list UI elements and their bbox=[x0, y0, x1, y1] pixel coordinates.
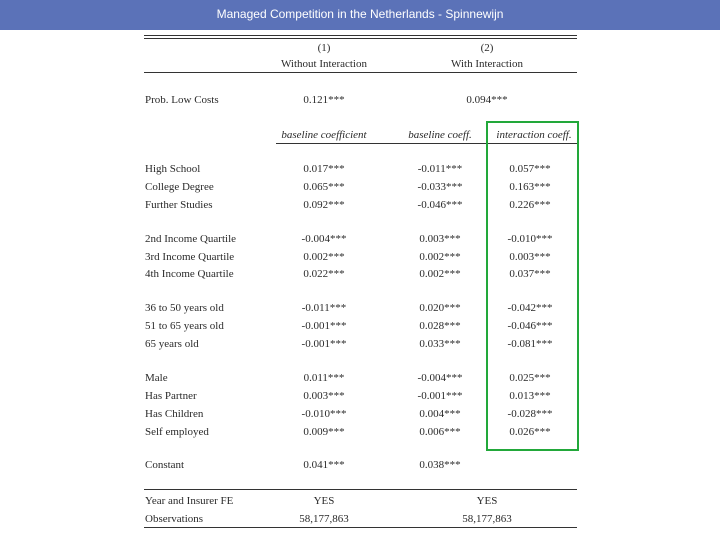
top-rule-double bbox=[144, 38, 577, 39]
cell-c3: -0.042*** bbox=[507, 302, 553, 314]
row-label: Has Children bbox=[145, 408, 204, 420]
row-label: High School bbox=[145, 163, 201, 175]
row-label-obs: Observations bbox=[145, 513, 204, 525]
cell-c2: 0.028*** bbox=[419, 320, 461, 332]
cell-c3: 0.037*** bbox=[509, 268, 551, 280]
cell-c1: 0.017*** bbox=[303, 163, 345, 175]
cell-c3: -0.010*** bbox=[507, 233, 553, 245]
col1-number: (1) bbox=[317, 42, 331, 54]
fe-c2: YES bbox=[476, 495, 498, 507]
row-label: 65 years old bbox=[145, 338, 199, 350]
cell-c2: 0.033*** bbox=[419, 338, 461, 350]
cell-c2: -0.033*** bbox=[417, 181, 463, 193]
cell-c2: -0.046*** bbox=[417, 199, 463, 211]
row-label-fe: Year and Insurer FE bbox=[145, 495, 234, 507]
row-label-constant: Constant bbox=[145, 459, 185, 471]
row-label: 2nd Income Quartile bbox=[145, 233, 237, 245]
cell-c1: 0.092*** bbox=[303, 199, 345, 211]
row-label: 4th Income Quartile bbox=[145, 268, 234, 280]
cell-c3: 0.163*** bbox=[509, 181, 551, 193]
slide-title: Managed Competition in the Netherlands - Spinnewijn bbox=[216, 7, 504, 21]
cell-c2: -0.001*** bbox=[417, 390, 463, 402]
cell-c2: -0.004*** bbox=[417, 372, 463, 384]
cell-c3: 0.026*** bbox=[509, 426, 551, 438]
row-label-prob: Prob. Low Costs bbox=[145, 94, 219, 106]
row-label: 51 to 65 years old bbox=[145, 320, 224, 332]
header-rule bbox=[144, 72, 577, 73]
cell-c1: 0.022*** bbox=[303, 268, 345, 280]
subheader-c3: interaction coeff. bbox=[496, 129, 572, 141]
cell-c3: 0.013*** bbox=[509, 390, 551, 402]
cell-c1: -0.004*** bbox=[301, 233, 347, 245]
cell-c1: 0.009*** bbox=[303, 426, 345, 438]
cell-c1: 0.002*** bbox=[303, 251, 345, 263]
cell-c1: 0.065*** bbox=[303, 181, 345, 193]
row-label: Has Partner bbox=[145, 390, 197, 402]
constant-c1: 0.041*** bbox=[303, 459, 345, 471]
cell-c1: -0.001*** bbox=[301, 338, 347, 350]
top-rule bbox=[144, 35, 577, 36]
cell-c2: 0.004*** bbox=[419, 408, 461, 420]
col1-title: Without Interaction bbox=[280, 58, 367, 70]
row-label: College Degree bbox=[145, 181, 214, 193]
subheader-c2: baseline coeff. bbox=[408, 129, 472, 141]
row-label: Self employed bbox=[145, 426, 209, 438]
row-label: 36 to 50 years old bbox=[145, 302, 224, 314]
cell-c3: 0.226*** bbox=[509, 199, 551, 211]
col2-title: With Interaction bbox=[451, 58, 523, 70]
cell-c2: 0.002*** bbox=[419, 268, 461, 280]
cell-c2: 0.006*** bbox=[419, 426, 461, 438]
cell-c3: 0.003*** bbox=[509, 251, 551, 263]
cell-c1: -0.001*** bbox=[301, 320, 347, 332]
cell-c3: -0.046*** bbox=[507, 320, 553, 332]
fe-rule bbox=[144, 489, 577, 490]
row-label: Further Studies bbox=[145, 199, 213, 211]
cell-c3: 0.025*** bbox=[509, 372, 551, 384]
cell-c1: 0.011*** bbox=[303, 372, 345, 384]
cell-c2: 0.002*** bbox=[419, 251, 461, 263]
cell-c2: 0.003*** bbox=[419, 233, 461, 245]
cell-c3: -0.028*** bbox=[507, 408, 553, 420]
prob-c1: 0.121*** bbox=[303, 94, 345, 106]
bottom-rule bbox=[144, 527, 577, 528]
constant-c2: 0.038*** bbox=[419, 459, 461, 471]
row-label: 3rd Income Quartile bbox=[145, 251, 235, 263]
subheader-c1: baseline coefficient bbox=[281, 129, 367, 141]
cell-c3: 0.057*** bbox=[509, 163, 551, 175]
obs-c1: 58,177,863 bbox=[299, 513, 349, 525]
obs-c2: 58,177,863 bbox=[462, 513, 512, 525]
slide-header-bar bbox=[0, 0, 720, 30]
prob-c2: 0.094*** bbox=[466, 94, 508, 106]
cell-c1: 0.003*** bbox=[303, 390, 345, 402]
cell-c1: -0.010*** bbox=[301, 408, 347, 420]
cell-c3: -0.081*** bbox=[507, 338, 553, 350]
col2-number: (2) bbox=[480, 42, 494, 54]
row-label: Male bbox=[145, 372, 168, 384]
cell-c2: 0.020*** bbox=[419, 302, 461, 314]
interaction-highlight-box bbox=[486, 121, 579, 451]
cell-c1: -0.011*** bbox=[301, 302, 347, 314]
cell-c2: -0.011*** bbox=[417, 163, 463, 175]
fe-c1: YES bbox=[313, 495, 335, 507]
